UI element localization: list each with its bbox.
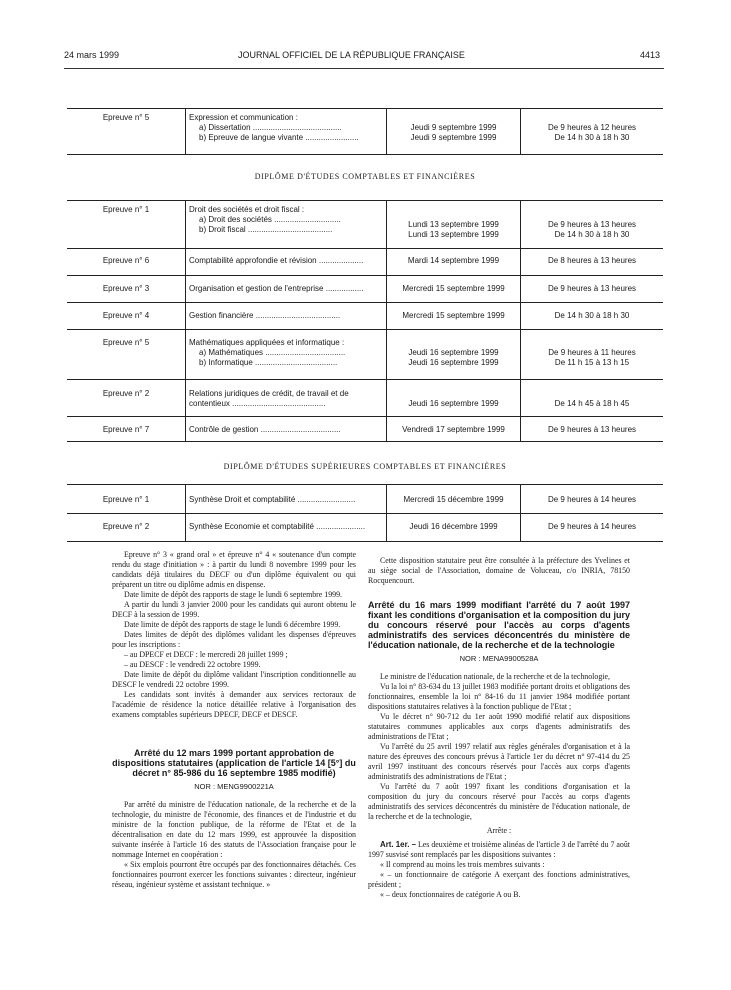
subject-sub: b) Epreuve de langue vivante ........................	[199, 133, 359, 142]
header-page-number: 4413	[640, 50, 661, 60]
paragraph: Cette disposition statutaire peut être consultée à la préfecture des Yvelines et au siège social de l'Association, domaine de Voluceau, c/o INRIA, 78150 Rocquencourt.	[368, 556, 630, 585]
paragraph: Dates limites de dépôt des diplômes validant les dispenses d'épreuves pour les inscriptions :	[112, 630, 356, 649]
hours-line: De 11 h 15 à 13 h 15	[554, 358, 630, 367]
exam-number: Epreuve n° 5	[67, 330, 186, 380]
exam-date: Mercredi 15 septembre 1999	[387, 276, 521, 303]
paragraph: A partir du lundi 3 janvier 2000 pour les candidats qui auront obtenu le DECF à la session de 1999.	[112, 600, 356, 619]
table-row	[67, 276, 663, 303]
paragraph: Epreuve n° 3 « grand oral » et épreuve n° 4 « soutenance d'un compte rendu du stage d'initiation » : à partir du lundi 8 novembre 1999 pour les candidats déjà titulaires du DECF ou d'un diplôme équivalent ou qui préparent un titre ou diplôme admis en dispense.	[112, 550, 356, 589]
exam-table-decf	[67, 200, 663, 442]
hours-line: De 9 heures à 11 heures	[548, 348, 636, 357]
exam-subject: Comptabilité approfondie et révision ....................	[186, 249, 387, 276]
hours-line: De 9 heures à 12 heures	[547, 123, 637, 132]
paragraph: Les candidats sont invités à demander aux services rectoraux de l'académie de résidence la notice détaillée relative à l'organisation des examens comptables supérieurs DPECF, DECF et DESCF.	[112, 690, 356, 719]
date-line: Lundi 13 septembre 1999	[408, 220, 499, 229]
quote-line: « – un fonctionnaire de catégorie A exerçant des fonctions administratives, président ;	[368, 870, 630, 889]
paragraph: Vu la loi n° 83-634 du 13 juillet 1983 modifiée portant droits et obligations des fonctionnaires, ensemble la loi n° 84-16 du 11 janvier 1984 modifiée portant dispositions statutaires relatives à la fonction publique de l'Etat ;	[368, 682, 630, 711]
list-item: – au DPECF et DECF : le mercredi 28 juillet 1999 ;	[124, 650, 288, 659]
exam-hours: De 14 h 45 à 18 h 45	[521, 380, 664, 417]
quote-line: « – deux fonctionnaires de catégorie A ou B.	[380, 890, 521, 899]
subject-title: Expression et communication :	[189, 113, 298, 122]
list-item: – au DESCF : le vendredi 22 octobre 1999.	[124, 660, 261, 669]
paragraph: Date limite de dépôt du diplôme validant l'inscription conditionnelle au DESCF le vendredi 22 octobre 1999.	[112, 670, 356, 689]
paragraph: Date limite de dépôt des rapports de stage le lundi 6 septembre 1999.	[124, 590, 343, 599]
exam-subject	[186, 330, 387, 380]
article-label: Art. 1er. –	[380, 840, 416, 849]
subject-sub: a) Droit des sociétés ..............................	[199, 215, 341, 224]
exam-number: Epreuve n° 3	[67, 276, 186, 303]
table-row	[67, 201, 663, 249]
table-row	[67, 249, 663, 276]
right-column	[368, 556, 630, 900]
exam-hours	[521, 201, 664, 249]
exam-hours: De 9 heures à 13 heures	[521, 417, 664, 442]
paragraph: « Six emplois pourront être occupés par des fonctionnaires détachés. Ces fonctionnaires pourront exercer les fonctions suivantes : directeur, ingénieur réseau, ingénieur système et assistant technique. »	[112, 860, 356, 889]
table-row	[67, 514, 663, 542]
paragraph: Par arrêté du ministre de l'éducation nationale, de la recherche et de la technologie, du ministre de l'économie, des finances et de l'industrie et du ministre de la fonction publique, de la réforme de l'Etat et de la décentralisation en date du 12 mars 1999, est approuvée la disposition suivante insérée à l'article 16 des statuts de l'Association française pour le nommage Internet en coopération :	[112, 800, 356, 859]
exam-date: Mercredi 15 décembre 1999	[387, 485, 521, 514]
exam-number: Epreuve n° 6	[67, 249, 186, 276]
exam-date: Mercredi 15 septembre 1999	[387, 303, 521, 330]
exam-date: Mardi 14 septembre 1999	[387, 249, 521, 276]
header-date: 24 mars 1999	[64, 50, 120, 60]
table-row	[67, 109, 663, 155]
arrete-heading: Arrête :	[486, 826, 512, 835]
decree-title: Arrêté du 16 mars 1999 modifiant l'arrêté du 7 août 1997 fixant les conditions d'organisation et la composition du jury du concours réservé pour l'accès au corps d'agents administratifs des services déconcentrés du ministère de l'éducation nationale, de la recherche et de la technologie	[368, 600, 630, 650]
section-title-decf: DIPLÔME D'ÉTUDES COMPTABLES ET FINANCIÈRES	[254, 172, 476, 181]
decree-title: Arrêté du 12 mars 1999 portant approbation de dispositions statutaires (application de l'article 14 [5°] du décret n° 85-986 du 16 septembre 1985 modifié)	[112, 748, 356, 778]
paragraph: Vu l'arrêté du 7 août 1997 fixant les conditions d'organisation et la composition du jury du concours réservé pour l'accès au corps d'agents administratifs des services déconcentrés du ministère de l'éducation nationale, de la recherche et de la technologie,	[368, 782, 630, 821]
exam-date: Jeudi 16 septembre 1999	[387, 380, 521, 417]
section-title-descf: DIPLÔME D'ÉTUDES SUPÉRIEURES COMPTABLES ET FINANCIÈRES	[223, 462, 507, 471]
paragraph: Le ministre de l'éducation nationale, de la recherche et de la technologie,	[380, 672, 610, 681]
exam-hours: De 9 heures à 14 heures	[521, 514, 664, 542]
header-title: JOURNAL OFFICIEL DE LA RÉPUBLIQUE FRANÇAISE	[238, 50, 465, 60]
exam-number: Epreuve n° 7	[67, 417, 186, 442]
exam-subject: Relations juridiques de crédit, de travail et de contentieux ..........................................	[186, 380, 387, 417]
exam-number: Epreuve n° 1	[67, 201, 186, 249]
hours-line: De 14 h 30 à 18 h 30	[554, 133, 630, 142]
article-text: Les deuxième et troisième alinéas de l'article 3 de l'arrêté du 7 août 1997 susvisé sont remplacés par les dispositions suivantes :	[368, 840, 630, 859]
left-column	[112, 550, 356, 890]
exam-subject: Contrôle de gestion ....................................	[186, 417, 387, 442]
exam-date: Vendredi 17 septembre 1999	[387, 417, 521, 442]
exam-hours: De 9 heures à 13 heures	[521, 276, 664, 303]
header-rule	[64, 68, 664, 69]
exam-date: Jeudi 16 décembre 1999	[387, 514, 521, 542]
exam-number: Epreuve n° 2	[67, 380, 186, 417]
exam-table-decf-tail	[67, 108, 663, 155]
exam-date	[387, 201, 521, 249]
subject-sub: a) Mathématiques ....................................	[199, 348, 346, 357]
table-row	[67, 303, 663, 330]
exam-subject: Synthèse Droit et comptabilité ..........................	[186, 485, 387, 514]
article-1	[368, 840, 630, 860]
table-row	[67, 485, 663, 514]
decree-nor: NOR : MENG9900221A	[194, 782, 274, 791]
exam-table-descf	[67, 484, 663, 542]
exam-hours	[521, 109, 664, 155]
exam-hours: De 9 heures à 14 heures	[521, 485, 664, 514]
exam-hours: De 14 h 30 à 18 h 30	[521, 303, 664, 330]
decree-nor: NOR : MENA9900528A	[459, 654, 539, 663]
subject-title: Mathématiques appliquées et informatique :	[189, 338, 345, 347]
date-line: Jeudi 16 septembre 1999	[408, 348, 499, 357]
paragraph: Vu l'arrêté du 25 avril 1997 relatif aux règles générales d'organisation et à la nature des épreuves des concours prévus à l'article 1er du décret n° 97-414 du 25 avril 1997 instituant des concours réservés pour l'accès aux corps d'agents administratifs des administrations de l'Etat ;	[368, 742, 630, 781]
exam-hours: De 8 heures à 13 heures	[521, 249, 664, 276]
exam-hours	[521, 330, 664, 380]
exam-subject	[186, 201, 387, 249]
hours-line: De 9 heures à 13 heures	[547, 220, 637, 229]
subject-sub: b) Informatique .....................................	[199, 358, 338, 367]
paragraph: Vu le décret n° 90-712 du 1er août 1990 modifié relatif aux dispositions statutaires communes applicables aux corps d'agents administratifs des administrations de l'Etat ;	[368, 712, 630, 741]
subject-title: Droit des sociétés et droit fiscal :	[189, 205, 305, 214]
paragraph: Date limite de dépôt des rapports de stage le lundi 6 décembre 1999.	[124, 620, 341, 629]
exam-number: Epreuve n° 5	[67, 109, 186, 155]
quote-line: « Il comprend au moins les trois membres suivants :	[380, 860, 545, 869]
subject-sub: b) Droit fiscal ......................................	[199, 225, 333, 234]
exam-date	[387, 330, 521, 380]
date-line: Jeudi 9 septembre 1999	[410, 123, 497, 132]
date-line: Jeudi 9 septembre 1999	[410, 133, 497, 142]
exam-number: Epreuve n° 1	[67, 485, 186, 514]
exam-number: Epreuve n° 4	[67, 303, 186, 330]
table-row	[67, 380, 663, 417]
exam-subject: Synthèse Economie et comptabilité ......................	[186, 514, 387, 542]
subject-sub: a) Dissertation ........................................	[199, 123, 342, 132]
date-line: Jeudi 16 septembre 1999	[408, 358, 499, 367]
exam-date	[387, 109, 521, 155]
date-line: Lundi 13 septembre 1999	[408, 230, 499, 239]
exam-number: Epreuve n° 2	[67, 514, 186, 542]
exam-subject	[186, 109, 387, 155]
exam-subject: Gestion financière ......................................	[186, 303, 387, 330]
table-row	[67, 330, 663, 380]
exam-subject: Organisation et gestion de l'entreprise .................	[186, 276, 387, 303]
hours-line: De 14 h 30 à 18 h 30	[554, 230, 630, 239]
table-row	[67, 417, 663, 442]
